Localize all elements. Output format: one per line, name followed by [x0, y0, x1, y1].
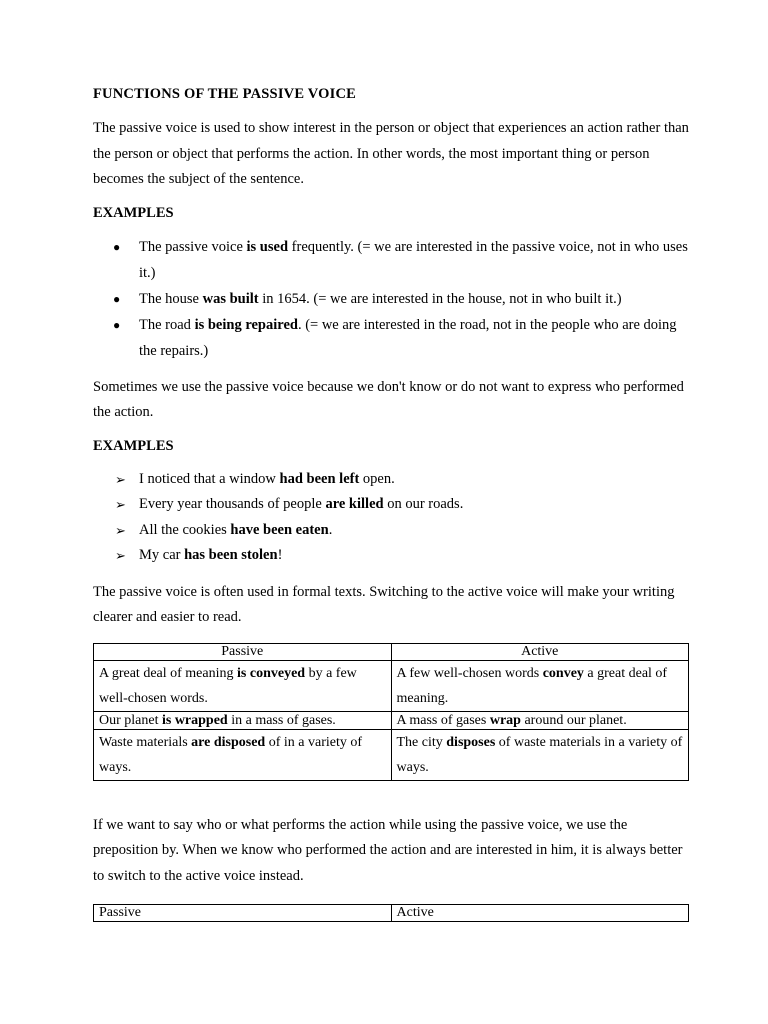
- column-header-passive: Passive: [94, 905, 392, 922]
- list-item: ● The road is being repaired. (= we are interested in the road, not in the people who are doing the repairs.): [93, 312, 691, 364]
- list-item: ● The passive voice is used frequently. (= we are interested in the passive voice, not in who uses it.): [93, 234, 691, 286]
- list-item: ➢ Every year thousands of people are killed on our roads.: [93, 492, 691, 518]
- table-row: [94, 660, 689, 711]
- passive-verb: has been stolen: [184, 547, 278, 563]
- table-cell: Our planet is wrapped in a mass of gases.: [94, 711, 392, 729]
- table-header-row: [94, 643, 689, 660]
- table-header-row: [94, 905, 689, 922]
- bullet-list: [93, 234, 691, 364]
- by-preposition-paragraph: If we want to say who or what performs the action while using the passive voice, we use the preposition by. When we know who performed the action and are interested in him, it is always better to switch to the active voice instead.: [93, 816, 683, 884]
- examples-heading-2: EXAMPLES: [93, 437, 174, 454]
- arrow-bullet-icon: ➢: [115, 522, 126, 538]
- table-cell: A great deal of meaning is conveyed by a few well-chosen words.: [94, 660, 392, 711]
- table-row: [94, 729, 689, 780]
- examples-heading-1: EXAMPLES: [93, 204, 174, 221]
- table-cell: A few well-chosen words convey a great deal of meaning.: [391, 660, 689, 711]
- arrow-list: [93, 467, 691, 569]
- passive-verb: was built: [202, 290, 259, 307]
- bullet-icon: ●: [113, 239, 121, 254]
- column-header-active: Active: [391, 643, 689, 660]
- list-item: ➢ I noticed that a window had been left open.: [93, 467, 691, 493]
- formal-texts-paragraph: The passive voice is often used in formal texts. Switching to the active voice will make your writing clearer and easier to read.: [93, 583, 675, 625]
- document-body: [93, 86, 691, 922]
- list-item: ➢ My car has been stolen!: [93, 543, 691, 569]
- bullet-icon: ●: [113, 317, 121, 332]
- bullet-icon: ●: [113, 291, 121, 306]
- unknown-agent-paragraph: Sometimes we use the passive voice because we don't know or do not want to express who performed the action.: [93, 378, 684, 420]
- list-item: ● The house was built in 1654. (= we are interested in the house, not in who built it.): [93, 286, 691, 312]
- intro-paragraph: The passive voice is used to show interest in the person or object that experiences an action rather than the person or object that performs the action. In other words, the most important thing or person becomes the subject of the sentence.: [93, 120, 689, 187]
- page-title: FUNCTIONS OF THE PASSIVE VOICE: [93, 86, 357, 102]
- passive-verb: had been left: [279, 470, 360, 487]
- passive-active-table: [93, 643, 689, 781]
- arrow-bullet-icon: ➢: [115, 471, 126, 487]
- passive-verb: have been eaten: [230, 521, 329, 538]
- table-cell: A mass of gases wrap around our planet.: [391, 711, 689, 729]
- passive-verb: are killed: [325, 496, 384, 512]
- passive-active-table-2: [93, 904, 689, 922]
- column-header-active: Active: [391, 905, 689, 922]
- arrow-bullet-icon: ➢: [115, 548, 126, 563]
- arrow-bullet-icon: ➢: [115, 497, 126, 512]
- list-item: ➢ All the cookies have been eaten.: [93, 518, 691, 544]
- passive-verb: is being repaired: [194, 316, 298, 333]
- passive-verb: is used: [246, 238, 289, 255]
- table-cell: Waste materials are disposed of in a variety of ways.: [94, 729, 392, 780]
- column-header-passive: Passive: [94, 643, 392, 660]
- table-cell: The city disposes of waste materials in a variety of ways.: [391, 729, 689, 780]
- table-row: [94, 711, 689, 729]
